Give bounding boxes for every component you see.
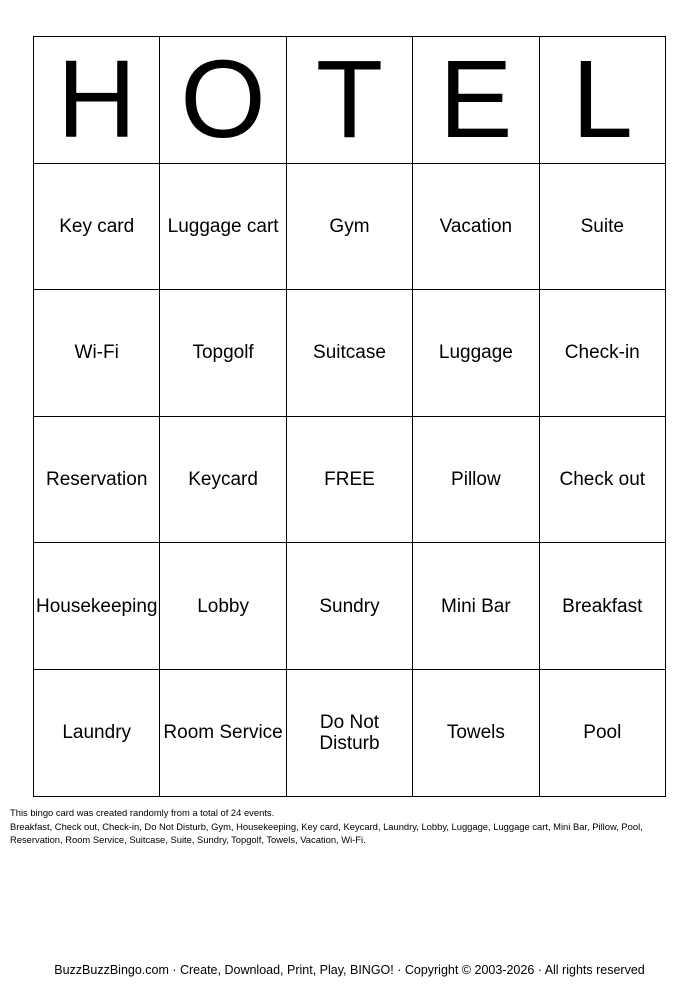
bingo-cell: Suitcase xyxy=(286,290,412,417)
header-letter: O xyxy=(160,37,286,164)
bingo-row xyxy=(34,290,666,417)
bingo-cell: Suite xyxy=(539,163,665,290)
bingo-cell: Lobby xyxy=(160,543,286,670)
bingo-cell: Check-in xyxy=(539,290,665,417)
bingo-cell: Keycard xyxy=(160,416,286,543)
note-events-line: Reservation, Room Service, Suitcase, Suite, Sundry, Topgolf, Towels, Vacation, Wi-Fi. xyxy=(10,834,366,845)
bingo-cell: Pillow xyxy=(413,416,539,543)
bingo-cell: Sundry xyxy=(286,543,412,670)
bingo-cell: Luggage cart xyxy=(160,163,286,290)
note-events-line: Breakfast, Check out, Check-in, Do Not Disturb, Gym, Housekeeping, Key card, Keycard, Laundry, Lobby, Luggage, Luggage cart, Mini Bar, Pillow, Pool, xyxy=(10,820,643,832)
free-space-cell: FREE xyxy=(286,416,412,543)
header-letter: L xyxy=(539,37,665,164)
bingo-cell: Room Service xyxy=(160,669,286,796)
bingo-cell: Breakfast xyxy=(539,543,665,670)
bingo-row xyxy=(34,543,666,670)
note-summary: This bingo card was created randomly from a total of 24 events. xyxy=(10,807,275,818)
bingo-cell: Housekeeping xyxy=(34,543,160,670)
bingo-card xyxy=(33,36,666,797)
bingo-row xyxy=(34,416,666,543)
bingo-row xyxy=(34,163,666,290)
bingo-cell: Reservation xyxy=(34,416,160,543)
bingo-cell: Luggage xyxy=(413,290,539,417)
event-list-note xyxy=(10,806,690,847)
bingo-cell: Wi-Fi xyxy=(34,290,160,417)
bingo-cell: Check out xyxy=(539,416,665,543)
bingo-row xyxy=(34,669,666,796)
footer-copyright: BuzzBuzzBingo.com · Create, Download, Print, Play, BINGO! · Copyright © 2003-2026 · All rights reserved xyxy=(54,963,645,977)
header-letter: H xyxy=(34,37,160,164)
bingo-cell: Key card xyxy=(34,163,160,290)
bingo-cell: Do Not Disturb xyxy=(286,669,412,796)
header-letter: T xyxy=(286,37,412,164)
bingo-cell: Pool xyxy=(539,669,665,796)
bingo-cell: Towels xyxy=(413,669,539,796)
bingo-cell: Laundry xyxy=(34,669,160,796)
bingo-cell: Gym xyxy=(286,163,412,290)
bingo-cell: Mini Bar xyxy=(413,543,539,670)
bingo-header-row xyxy=(34,37,666,164)
bingo-cell: Vacation xyxy=(413,163,539,290)
bingo-cell: Topgolf xyxy=(160,290,286,417)
header-letter: E xyxy=(413,37,539,164)
